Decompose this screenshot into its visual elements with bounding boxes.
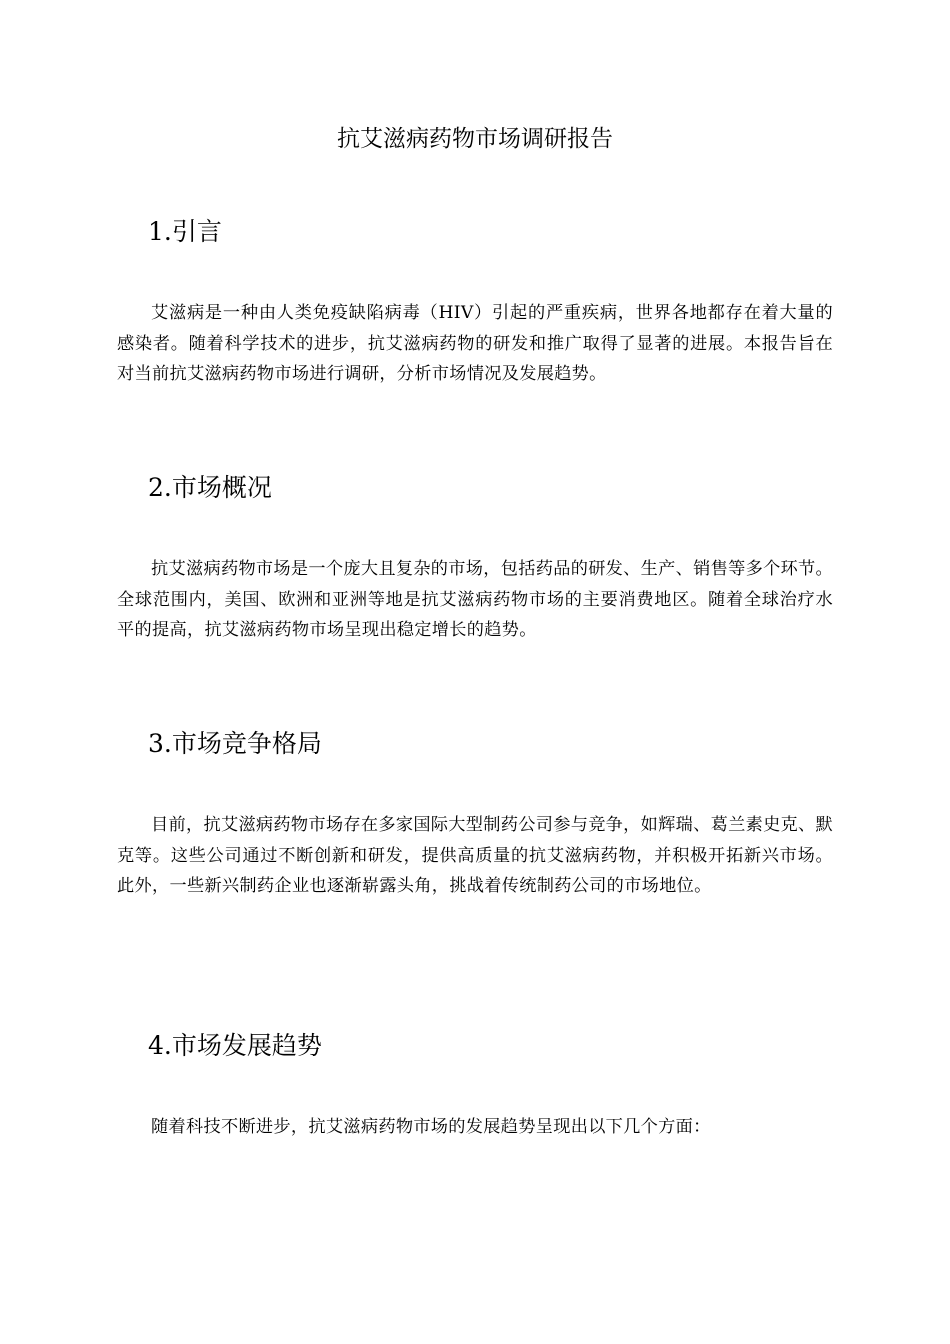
section-heading-trends: 4.市场发展趋势 [148,1031,322,1060]
section-heading-market-overview: 2.市场概况 [148,473,272,502]
document-title: 抗艾滋病药物市场调研报告 [337,126,613,152]
section-heading-introduction: 1.引言 [148,217,222,246]
section-paragraph-competition: 目前，抗艾滋病药物市场存在多家国际大型制药公司参与竞争，如辉瑞、葛兰素史克、默克等。这些公司通过不断创新和研发，提供高质量的抗艾滋病药物，并积极开拓新兴市场。此外，一些新兴制药企业也逐渐崭露头角，挑战着传统制药公司的市场地位。 [117,815,834,896]
section-paragraph-market-overview: 抗艾滋病药物市场是一个庞大且复杂的市场，包括药品的研发、生产、销售等多个环节。全球范围内，美国、欧洲和亚洲等地是抗艾滋病药物市场的主要消费地区。随着全球治疗水平的提高，抗艾滋病药物市场呈现出稳定增长的趋势。 [117,559,834,640]
section-paragraph-introduction: 艾滋病是一种由人类免疫缺陷病毒（HIV）引起的严重疾病，世界各地都存在着大量的感染者。随着科学技术的进步，抗艾滋病药物的研发和推广取得了显著的进展。本报告旨在对当前抗艾滋病药物市场进行调研，分析市场情况及发展趋势。 [117,303,833,384]
section-paragraph-trends: 随着科技不断进步，抗艾滋病药物市场的发展趋势呈现出以下几个方面： [151,1117,711,1137]
section-heading-competition: 3.市场竞争格局 [148,729,322,758]
